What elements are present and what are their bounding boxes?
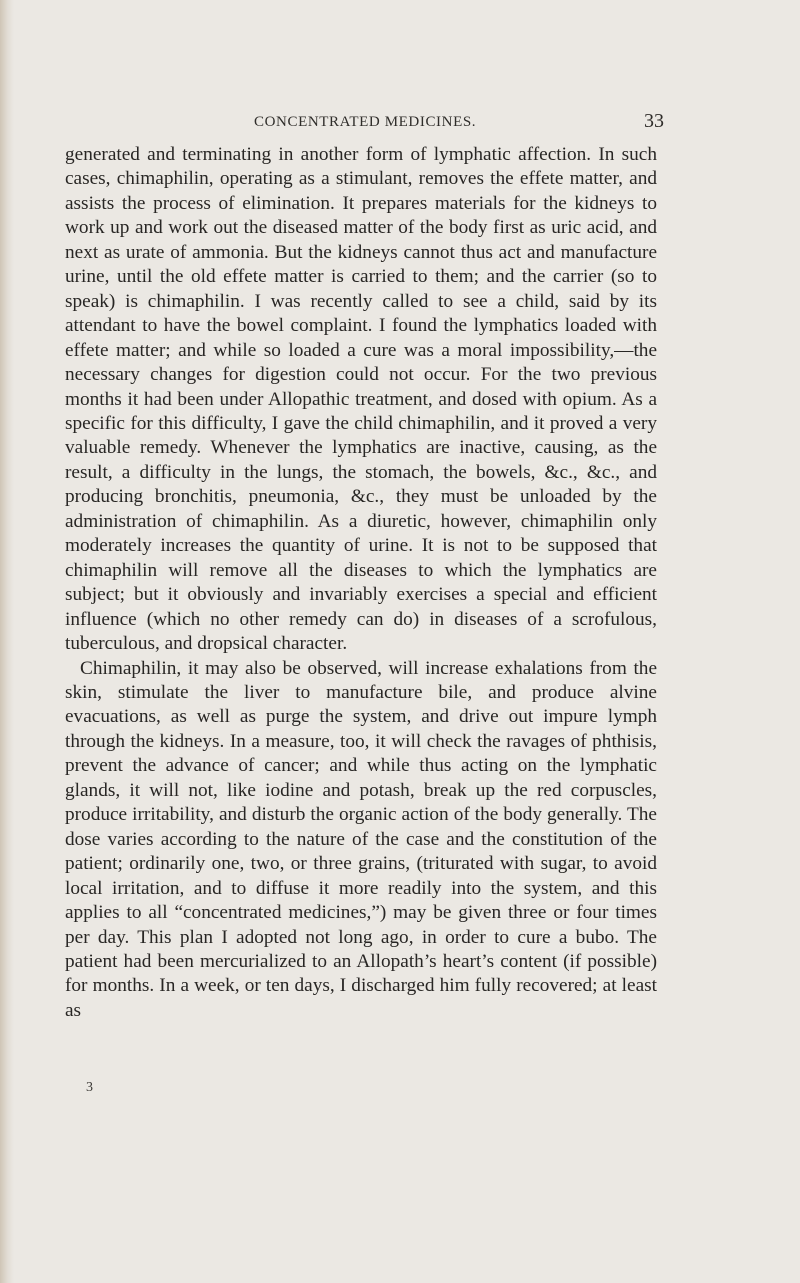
running-head [254, 110, 664, 138]
paragraph-continued: generated and terminating in another form of lymphatic affection. In such cases, chimaphilin, operating as a stimulant, removes the effete matter, and assists the process of elimination. It prepares materials for the kidneys to work up and work out the diseased matter of the body first as uric acid, and next as urate of ammonia. But the kidneys cannot thus act and manufacture urine, until the old effete matter is carried to them; and the carrier (so to speak) is chimaphilin. I was recently called to see a child, said by its attendant to have the bowel complaint. I found the lymphatics loaded with effete matter; and while so loaded a cure was a moral impossibility,—the necessary changes for digestion could not occur. For the two previous months it had been under Allopathic treatment, and dosed with opium. As a specific for this difficulty, I gave the child chimaphilin, and it proved a very valuable remedy. Whenever the lymphatics are inactive, causing, as the result, a difficulty in the lungs, the stomach, the bowels, &c., &c., and producing bronchitis, pneumonia, &c., they must be unloaded by the administration of chimaphilin. As a diuretic, however, chimaphilin only moderately increases the quantity of urine. It is not to be supposed that chimaphilin will remove all the diseases to which the lymphatics are subject; but it obviously and invariably exercises a special and efficient influence (which no other remedy can do) in diseases of a scrofulous, tuberculous, and dropsical character. [65, 144, 657, 655]
body-text [65, 143, 657, 1023]
paragraph-chimaphilin: Chimaphilin, it may also be observed, will increase exhalations from the skin, stimulate the liver to manufacture bile, and produce alvine evacuations, as well as purge the system, and drive out impure lymph through the kidneys. In a measure, too, it will check the ravages of phthisis, prevent the advance of cancer; and while thus acting on the lymphatic glands, it will not, like iodine and potash, break up the red corpuscles, produce irritability, and disturb the organic action of the body generally. The dose varies according to the nature of the case and the constitution of the patient; ordinarily one, two, or three grains, (triturated with sugar, to avoid local irritation, and to diffuse it more readily into the system, and this applies to all “concentrated medicines,”) may be given three or four times per day. This plan I adopted not long ago, in order to cure a bubo. The patient had been mercurialized to an Allopath’s heart’s content (if possible) for months. In a week, or ten days, I discharged him fully recovered; at least as [65, 657, 657, 1021]
signature-mark: 3 [86, 1080, 93, 1095]
running-head-title: CONCENTRATED MEDICINES. [254, 114, 477, 130]
spine-shadow [0, 0, 14, 1283]
page-number: 33 [644, 110, 664, 132]
